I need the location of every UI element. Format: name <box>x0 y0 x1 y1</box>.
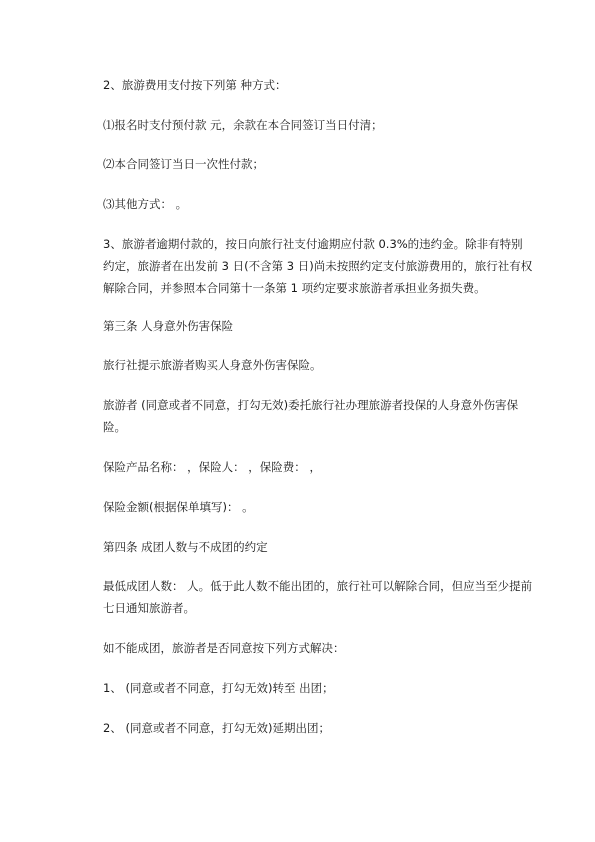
article-3-heading: 第三条 人身意外伤害保险 <box>103 319 234 333</box>
article-4-heading: 第四条 成团人数与不成团的约定 <box>103 540 268 554</box>
insurance-consent: 旅游者 (同意或者不同意，打勾无效)委托旅行社办理旅游者投保的人身意外伤害保险。 <box>103 398 519 434</box>
payment-option-3: ⑶其他方式： 。 <box>103 197 188 211</box>
late-payment-clause: 3、旅游者逾期付款的，按日向旅行社支付逾期应付款 0.3%的违约金。除非有特别约定，旅游者在出发前 3 日(不含第 3 日)尚未按照约定支付旅游费用的，旅行社有权解除合同，并参照本合同第十一条第 1 项约定要求旅游者承担业务损失费。 <box>103 237 533 295</box>
payment-option-1: ⑴报名时支付预付款 元，余款在本合同签订当日付清； <box>103 118 383 132</box>
minimum-group-size: 最低成团人数： 人。低于此人数不能出团的，旅行社可以解除合同，但应当至少提前七日通知旅游者。 <box>103 579 533 615</box>
payment-method-clause: 2、旅游费用支付按下列第 种方式： <box>103 78 287 92</box>
resolution-option-1: 1、 (同意或者不同意，打勾无效)转至 出团； <box>103 681 334 695</box>
no-group-resolution: 如不能成团，旅游者是否同意按下列方式解决： <box>103 641 345 655</box>
insurance-notice: 旅行社提示旅游者购买人身意外伤害保险。 <box>103 358 322 372</box>
insurance-details: 保险产品名称： ，保险人： ，保险费： ， <box>103 460 321 474</box>
payment-option-2: ⑵本合同签订当日一次性付款； <box>103 157 264 171</box>
resolution-option-2: 2、 (同意或者不同意，打勾无效)延期出团； <box>103 721 330 735</box>
insurance-amount: 保险金额(根据保单填写)： 。 <box>103 500 254 514</box>
